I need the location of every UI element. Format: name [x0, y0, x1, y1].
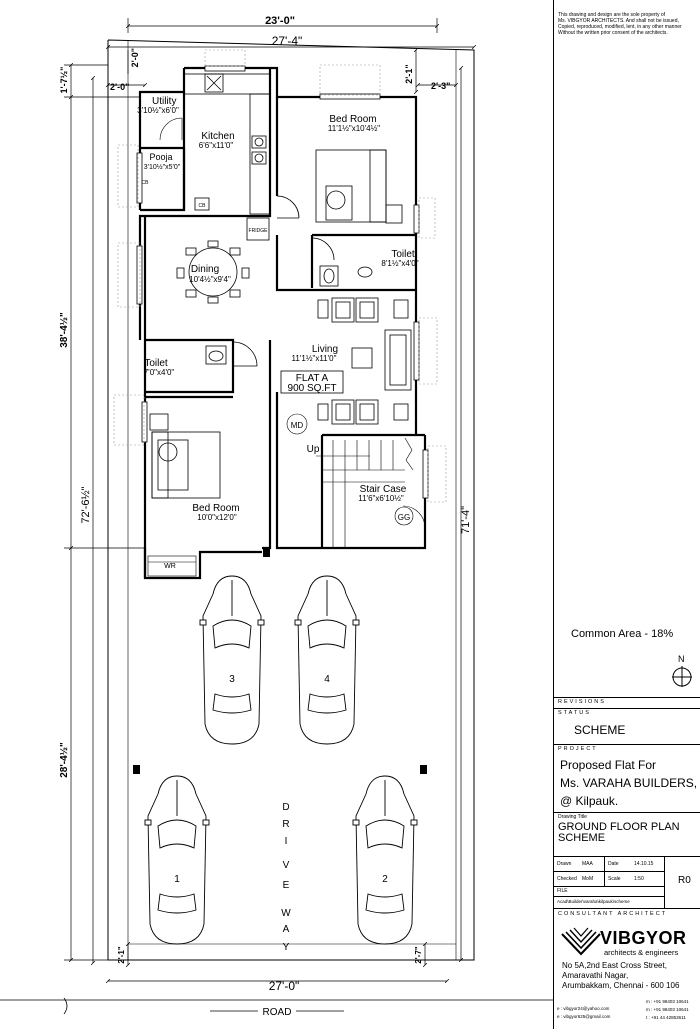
status-value: SCHEME: [574, 723, 626, 737]
project-line: Proposed Flat For: [560, 758, 657, 772]
car-number-1: 1: [174, 874, 180, 885]
bed2-name: Bed Room: [192, 503, 240, 514]
stair-name: Stair Case: [359, 484, 407, 495]
dim-top-left-small: 2'-0": [130, 48, 140, 68]
living-size: 11'1½"x11'0": [291, 354, 337, 363]
wr-label: WR: [164, 563, 176, 570]
toilet2-size: 7'0"x4'0": [143, 368, 175, 377]
common-area: Common Area - 18%: [571, 628, 674, 640]
copyright-note: [558, 12, 699, 36]
living-name: Living: [311, 344, 339, 355]
toilet2-name: Toilet: [144, 358, 168, 369]
project-name: [560, 756, 699, 810]
title-block: [553, 0, 700, 1029]
phone: m : +91 98403 10641: [646, 1007, 689, 1012]
project-label: PROJECT: [558, 746, 598, 752]
consultant-label: CONSULTANT ARCHITECT: [558, 911, 668, 917]
drawing-title-line: GROUND FLOOR PLAN: [558, 821, 680, 833]
email: e : vibgyor625@gmail.com: [557, 1014, 611, 1019]
pillars: [133, 548, 427, 774]
drawn-value: MAA: [582, 861, 593, 867]
project-line: Ms. VARAHA BUILDERS,: [560, 776, 698, 790]
toilet-2-fixtures: [206, 342, 257, 366]
north-arrow-icon: [670, 665, 694, 689]
utility-door: [160, 118, 182, 140]
kitchen-cb-label: CB: [198, 203, 206, 209]
driveway-letter: D: [282, 802, 290, 813]
logo-subtitle: architects & engineers: [604, 948, 679, 957]
utility-size: 3'10½"x6'0": [137, 106, 179, 115]
toilet1-size: 8'1½"x4'0": [381, 259, 419, 268]
north-label: N: [678, 654, 685, 664]
flat-area: 900 SQ.FT: [287, 383, 337, 394]
project-line: @ Kilpauk.: [560, 794, 619, 808]
gg-label: GG: [397, 513, 411, 522]
copyright-line: Without the written prior consent of the architects.: [558, 30, 668, 36]
dim-left-total: 72'-6½": [80, 486, 92, 524]
car-number-4: 4: [324, 674, 330, 685]
kitchen-size: 6'6"x11'0": [198, 141, 234, 150]
toilet1-name: Toilet: [391, 249, 415, 260]
driveway-letter: E: [282, 880, 290, 891]
drawing-title-label: Drawing Title: [558, 814, 587, 820]
dim-right-offset-v: 2'-1": [404, 64, 414, 84]
email: e : vibgyor24@yahoo.com: [557, 1006, 610, 1011]
car-4: [295, 576, 359, 744]
windows: [137, 66, 428, 498]
revisions-label: REVISIONS: [558, 699, 606, 705]
pooja-cb-label: CB: [141, 180, 149, 186]
logo-name: VIBGYOR: [600, 928, 687, 948]
copyright-line: This drawing and design are the sole property of: [558, 12, 666, 18]
checked-label: Checked: [557, 876, 577, 882]
dim-bottom-right-small: 2'-7": [414, 946, 423, 964]
driveway-text: [281, 802, 291, 953]
bed2-size: 10'0"x12'0": [197, 513, 237, 522]
file-label: FILE: [557, 888, 568, 894]
bed1-size: 11'1½"x10'4½": [327, 124, 381, 133]
copyright-line: Copied, reproduced, modified, lent, in any other manner: [558, 24, 682, 30]
driveway-letter: W: [281, 908, 291, 919]
dim-left-lower: 28'-4½": [59, 742, 70, 778]
dim-left-offset: 2'-0": [110, 82, 130, 92]
car-number-3: 3: [229, 674, 235, 685]
driveway-letter: V: [282, 860, 290, 871]
phone: m : +91 98403 10641: [646, 999, 689, 1004]
file-path: Acad\Builder\varaha\kilpauk\scheme: [557, 899, 630, 904]
driveway-letter: A: [282, 924, 290, 935]
kitchen-name: Kitchen: [201, 131, 235, 142]
vibgyor-logo-icon: [560, 926, 602, 956]
dining-size: 10'4½"x9'4": [189, 275, 231, 284]
dim-bottom-left-small: 2'-1": [117, 946, 126, 964]
checked-value: MoM: [582, 876, 594, 882]
parking-cars: [145, 576, 417, 944]
address: [562, 961, 679, 991]
drawing-title-line: SCHEME: [558, 832, 606, 844]
car-1: [145, 776, 209, 944]
scale-value: 1:50: [634, 876, 644, 882]
status-label: STATUS: [558, 710, 591, 716]
copyright-line: Ms. VIBGYOR ARCHITECTS. And shall not be issued,: [558, 18, 679, 24]
email-list: [557, 1005, 610, 1021]
dim-bottom: 27'-0": [268, 979, 300, 993]
utility-name: Utility: [152, 96, 177, 107]
dim-top-outer: 23'-0": [265, 15, 295, 27]
bed1-name: Bed Room: [329, 114, 377, 125]
pooja-size: 3'10½"x5'0": [143, 164, 181, 171]
bed-1: [277, 150, 402, 223]
dining-name: Dining: [190, 264, 220, 275]
car-3: [200, 576, 264, 744]
dim-right-offset-h: 2'-3": [431, 81, 451, 91]
md-label: MD: [290, 421, 304, 430]
dim-left-upper: 38'-4½": [59, 312, 70, 348]
stair-size: 11'6"x6'10½": [358, 494, 404, 503]
date-label: Date: [608, 861, 619, 867]
fridge-label: FRIDGE: [248, 228, 268, 234]
drawing-info-table: [554, 856, 700, 908]
car-2: [353, 776, 417, 944]
date-value: 14.10.15: [634, 861, 654, 867]
drawing-title: [558, 822, 699, 844]
dim-left-top: 1'-7½": [59, 66, 69, 94]
scale-label: Scale: [608, 876, 621, 882]
revision-number: R0: [678, 875, 691, 886]
bed-2: [150, 414, 220, 498]
dim-top-inner: 27'-4": [271, 34, 303, 48]
pooja-name: Pooja: [149, 152, 173, 162]
car-number-2: 2: [382, 874, 388, 885]
address-line: Arumbakkam, Chennai - 600 106: [562, 981, 680, 990]
driveway-letter: Y: [282, 942, 290, 953]
toilet-1-fixtures: [312, 238, 372, 286]
drawn-label: Drawn: [557, 861, 572, 867]
phone: t : +91 44 42853611: [646, 1015, 686, 1020]
driveway-letter: I: [284, 836, 288, 847]
address-line: Amaravathi Nagar,: [562, 971, 629, 980]
road-label: ROAD: [262, 1007, 292, 1018]
phone-list: [646, 998, 689, 1022]
stair-up-label: Up: [306, 444, 320, 455]
dim-right-total: 71'-4": [460, 505, 472, 535]
flat-label: FLAT A: [295, 373, 329, 384]
address-line: No 5A,2nd East Cross Street,: [562, 961, 667, 970]
driveway-letter: R: [282, 819, 290, 830]
